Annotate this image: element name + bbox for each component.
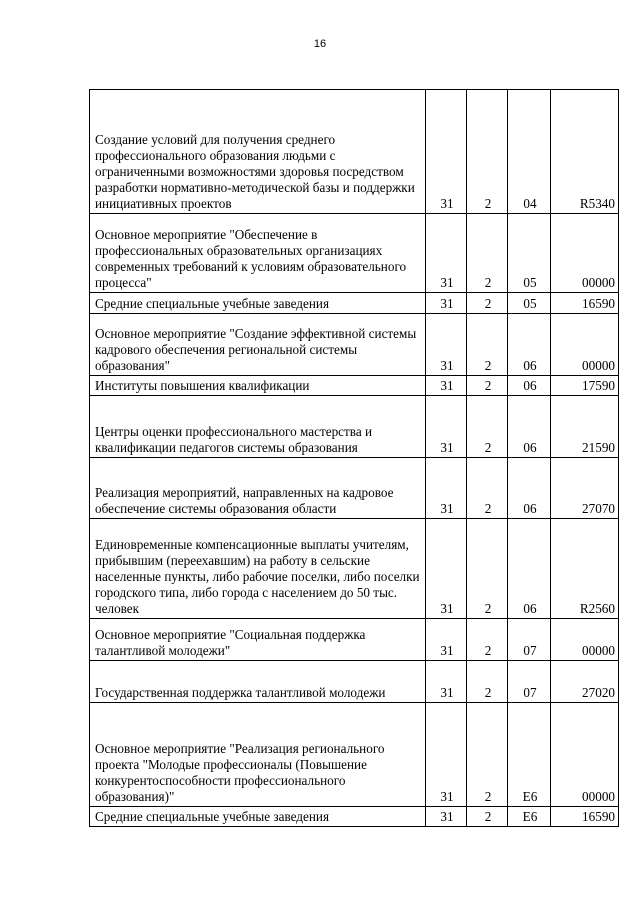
- table-row: [90, 293, 619, 314]
- subprogram-code: 2: [467, 703, 508, 807]
- subprogram-code: 2: [467, 214, 508, 293]
- activity-code: 04: [508, 90, 551, 214]
- subprogram-code: 2: [467, 458, 508, 519]
- activity-code: 05: [508, 214, 551, 293]
- program-code: 31: [426, 214, 467, 293]
- direction-code: 16590: [551, 293, 619, 314]
- direction-code: 27020: [551, 661, 619, 703]
- program-code: 31: [426, 396, 467, 458]
- table-row: [90, 458, 619, 519]
- direction-code: R5340: [551, 90, 619, 214]
- program-code: 31: [426, 293, 467, 314]
- budget-classification-table: [89, 89, 619, 827]
- activity-code: 06: [508, 314, 551, 376]
- item-name: Основное мероприятие "Социальная поддержка талантливой молодежи": [90, 619, 426, 661]
- item-name: Институты повышения квалификации: [90, 376, 426, 396]
- program-code: 31: [426, 661, 467, 703]
- direction-code: 17590: [551, 376, 619, 396]
- program-code: 31: [426, 458, 467, 519]
- program-code: 31: [426, 807, 467, 827]
- table-row: [90, 214, 619, 293]
- direction-code: 00000: [551, 703, 619, 807]
- item-name: Средние специальные учебные заведения: [90, 807, 426, 827]
- activity-code: 07: [508, 661, 551, 703]
- subprogram-code: 2: [467, 661, 508, 703]
- table-row: [90, 519, 619, 619]
- direction-code: R2560: [551, 519, 619, 619]
- activity-code: E6: [508, 807, 551, 827]
- program-code: 31: [426, 519, 467, 619]
- program-code: 31: [426, 619, 467, 661]
- item-name: Единовременные компенсационные выплаты учителям, прибывшим (переехавшим) на работу в сельские населенные пункты, либо рабочие поселки, либо поселки городского типа, либо города с населением до 50 тыс. человек: [90, 519, 426, 619]
- subprogram-code: 2: [467, 90, 508, 214]
- subprogram-code: 2: [467, 807, 508, 827]
- program-code: 31: [426, 90, 467, 214]
- subprogram-code: 2: [467, 314, 508, 376]
- program-code: 31: [426, 376, 467, 396]
- table-row: [90, 661, 619, 703]
- item-name: Средние специальные учебные заведения: [90, 293, 426, 314]
- direction-code: 27070: [551, 458, 619, 519]
- subprogram-code: 2: [467, 619, 508, 661]
- direction-code: 00000: [551, 314, 619, 376]
- activity-code: 06: [508, 458, 551, 519]
- item-name: Основное мероприятие "Создание эффективной системы кадрового обеспечения региональной системы образования": [90, 314, 426, 376]
- table-row: [90, 396, 619, 458]
- subprogram-code: 2: [467, 519, 508, 619]
- activity-code: 06: [508, 396, 551, 458]
- item-name: Государственная поддержка талантливой молодежи: [90, 661, 426, 703]
- table-row: [90, 703, 619, 807]
- program-code: 31: [426, 314, 467, 376]
- table-row: [90, 619, 619, 661]
- activity-code: 05: [508, 293, 551, 314]
- item-name: Основное мероприятие "Реализация регионального проекта "Молодые профессионалы (Повышение конкурентоспособности профессионального образования)": [90, 703, 426, 807]
- item-name: Создание условий для получения среднего профессионального образования людьми с ограниченными возможностями здоровья посредством разработки нормативно-методической базы и поддержки инициативных проектов: [90, 90, 426, 214]
- table-row: [90, 376, 619, 396]
- activity-code: E6: [508, 703, 551, 807]
- activity-code: 06: [508, 376, 551, 396]
- direction-code: 00000: [551, 214, 619, 293]
- direction-code: 00000: [551, 619, 619, 661]
- table-row: [90, 314, 619, 376]
- table-row: [90, 90, 619, 214]
- direction-code: 16590: [551, 807, 619, 827]
- activity-code: 07: [508, 619, 551, 661]
- table-row: [90, 807, 619, 827]
- direction-code: 21590: [551, 396, 619, 458]
- item-name: Основное мероприятие "Обеспечение в профессиональных образовательных организациях современных требований к условиям образовательного процесса": [90, 214, 426, 293]
- program-code: 31: [426, 703, 467, 807]
- subprogram-code: 2: [467, 396, 508, 458]
- subprogram-code: 2: [467, 293, 508, 314]
- page-number: 16: [313, 38, 327, 50]
- item-name: Реализация мероприятий, направленных на кадровое обеспечение системы образования области: [90, 458, 426, 519]
- subprogram-code: 2: [467, 376, 508, 396]
- item-name: Центры оценки профессионального мастерства и квалификации педагогов системы образования: [90, 396, 426, 458]
- activity-code: 06: [508, 519, 551, 619]
